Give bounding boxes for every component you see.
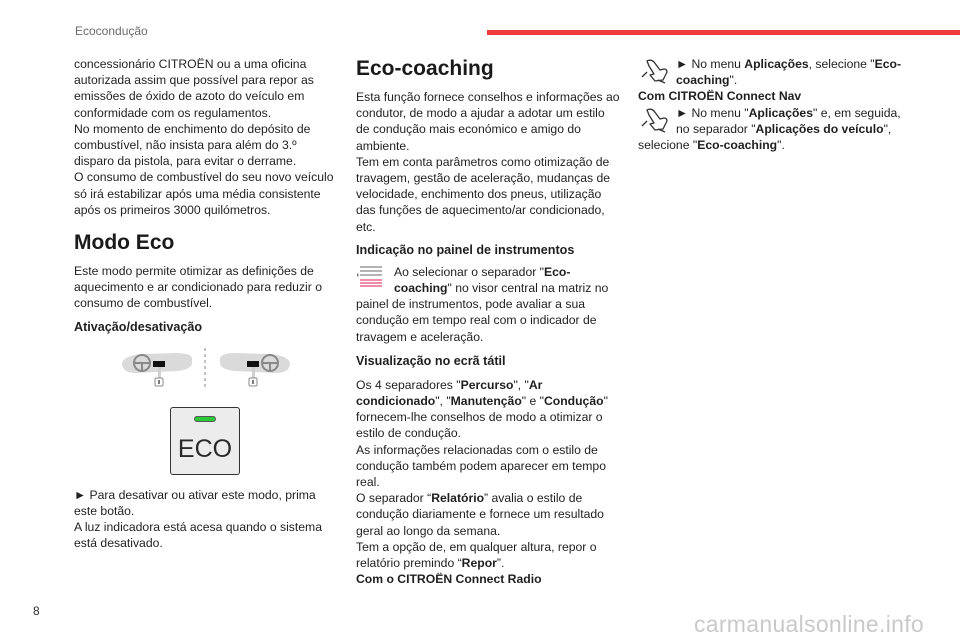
eco-button-label: ECO [177,434,233,463]
paragraph-nav-select: selecione "Eco-coaching". [638,138,785,153]
paragraph-instrument-panel: Ao selecionar o separador "Eco-coaching" no visor central na matriz no painel de instrumentos, pode avaliar a sua condução em tempo real com o indicador de travagem e aceleração. [356,264,609,344]
step-radio-menu: ► No menu Aplicações, selecione "Eco-coaching". [638,56,908,88]
paragraph-report: O separador “Relatório” avalia o estilo de condução diariamente e fornece um resultado geral ao longo da semana. [356,491,604,538]
paragraph-coaching-purpose: Esta função fornece conselhos e informações ao condutor, de modo a ajudar a adotar um estilo de condução mais económico e amigo do ambiente. [356,90,620,153]
touch-hand-icon [638,56,676,84]
header-accent-bar [487,30,960,35]
paragraph-intro: concessionário CITROËN ou a uma oficina autorizada assim que possível para repor as emissões de óxido de azoto do veículo em conformidade com os regulamentos. [74,57,314,120]
column-middle [356,56,620,587]
paragraph-refuel: No momento de enchimento do depósito de combustível, não insista para além do 3.º disparo da pistola, para evitar o derrame. [74,121,311,169]
running-header-title: Ecocondução [75,24,148,38]
subheading-activation: Ativação/desativação [74,319,203,334]
heading-eco-coaching: Eco-coaching [356,57,494,80]
column-right [638,56,908,153]
paragraph-instruction: ► Para desativar ou ativar este modo, prima este botão. [74,487,316,518]
heading-modo-eco: Modo Eco [74,231,175,255]
dashboard-steering-icon [74,345,336,399]
heading-connect-radio: Com o CITROËN Connect Radio [356,572,542,587]
paragraph-touchscreen-tabs: Os 4 separadores "Percurso", "Ar condicionado", "Manutenção" e "Condução" fornecem-lhe conselhos de modo a otimizar o estilo de condução. [356,377,608,441]
step-nav-menu: ► No menu "Aplicações" e, em seguida, no separador "Aplicações do veículo", [638,105,908,137]
paragraph-consumption: O consumo de combustível do seu novo veículo só irá estabilizar após uma média consistente após os primeiros 3000 quilómetros. [74,170,334,217]
paragraph-realtime-info: As informações relacionadas com o estilo de condução também podem aparecer em tempo real. [356,442,606,490]
subheading-instrument-panel: Indicação no painel de instrumentos [356,242,575,257]
column-left [74,56,336,551]
eco-mode-button [170,407,240,475]
paragraph-reset: Tem a opção de, em qualquer altura, repor o relatório premindo “Repor”. [356,539,597,571]
watermark: carmanualsonline.info [693,611,924,637]
touch-hand-icon [638,105,676,133]
paragraph-eco-description: Este modo permite otimizar as definições de aquecimento e ar condicionado para reduzir o consumo de combustível. [74,264,322,311]
heading-connect-nav: Com CITROËN Connect Nav [638,89,802,104]
paragraph-indicator-note: A luz indicadora está acesa quando o sistema está desativado. [74,520,322,551]
paragraph-coaching-parameters: Tem em conta parâmetros como otimização de travagem, gestão de aceleração, mudanças de velocidade, enchimento dos pneus, utilização das funções de aquecimento/ar condicionado, etc. [356,154,611,234]
eco-indicator-light [194,416,216,422]
instrument-menu-icon [356,264,386,288]
dashboard-illustration [74,345,336,399]
page-number: 8 [33,604,40,618]
subheading-touchscreen: Visualização no ecrã tátil [356,353,506,368]
